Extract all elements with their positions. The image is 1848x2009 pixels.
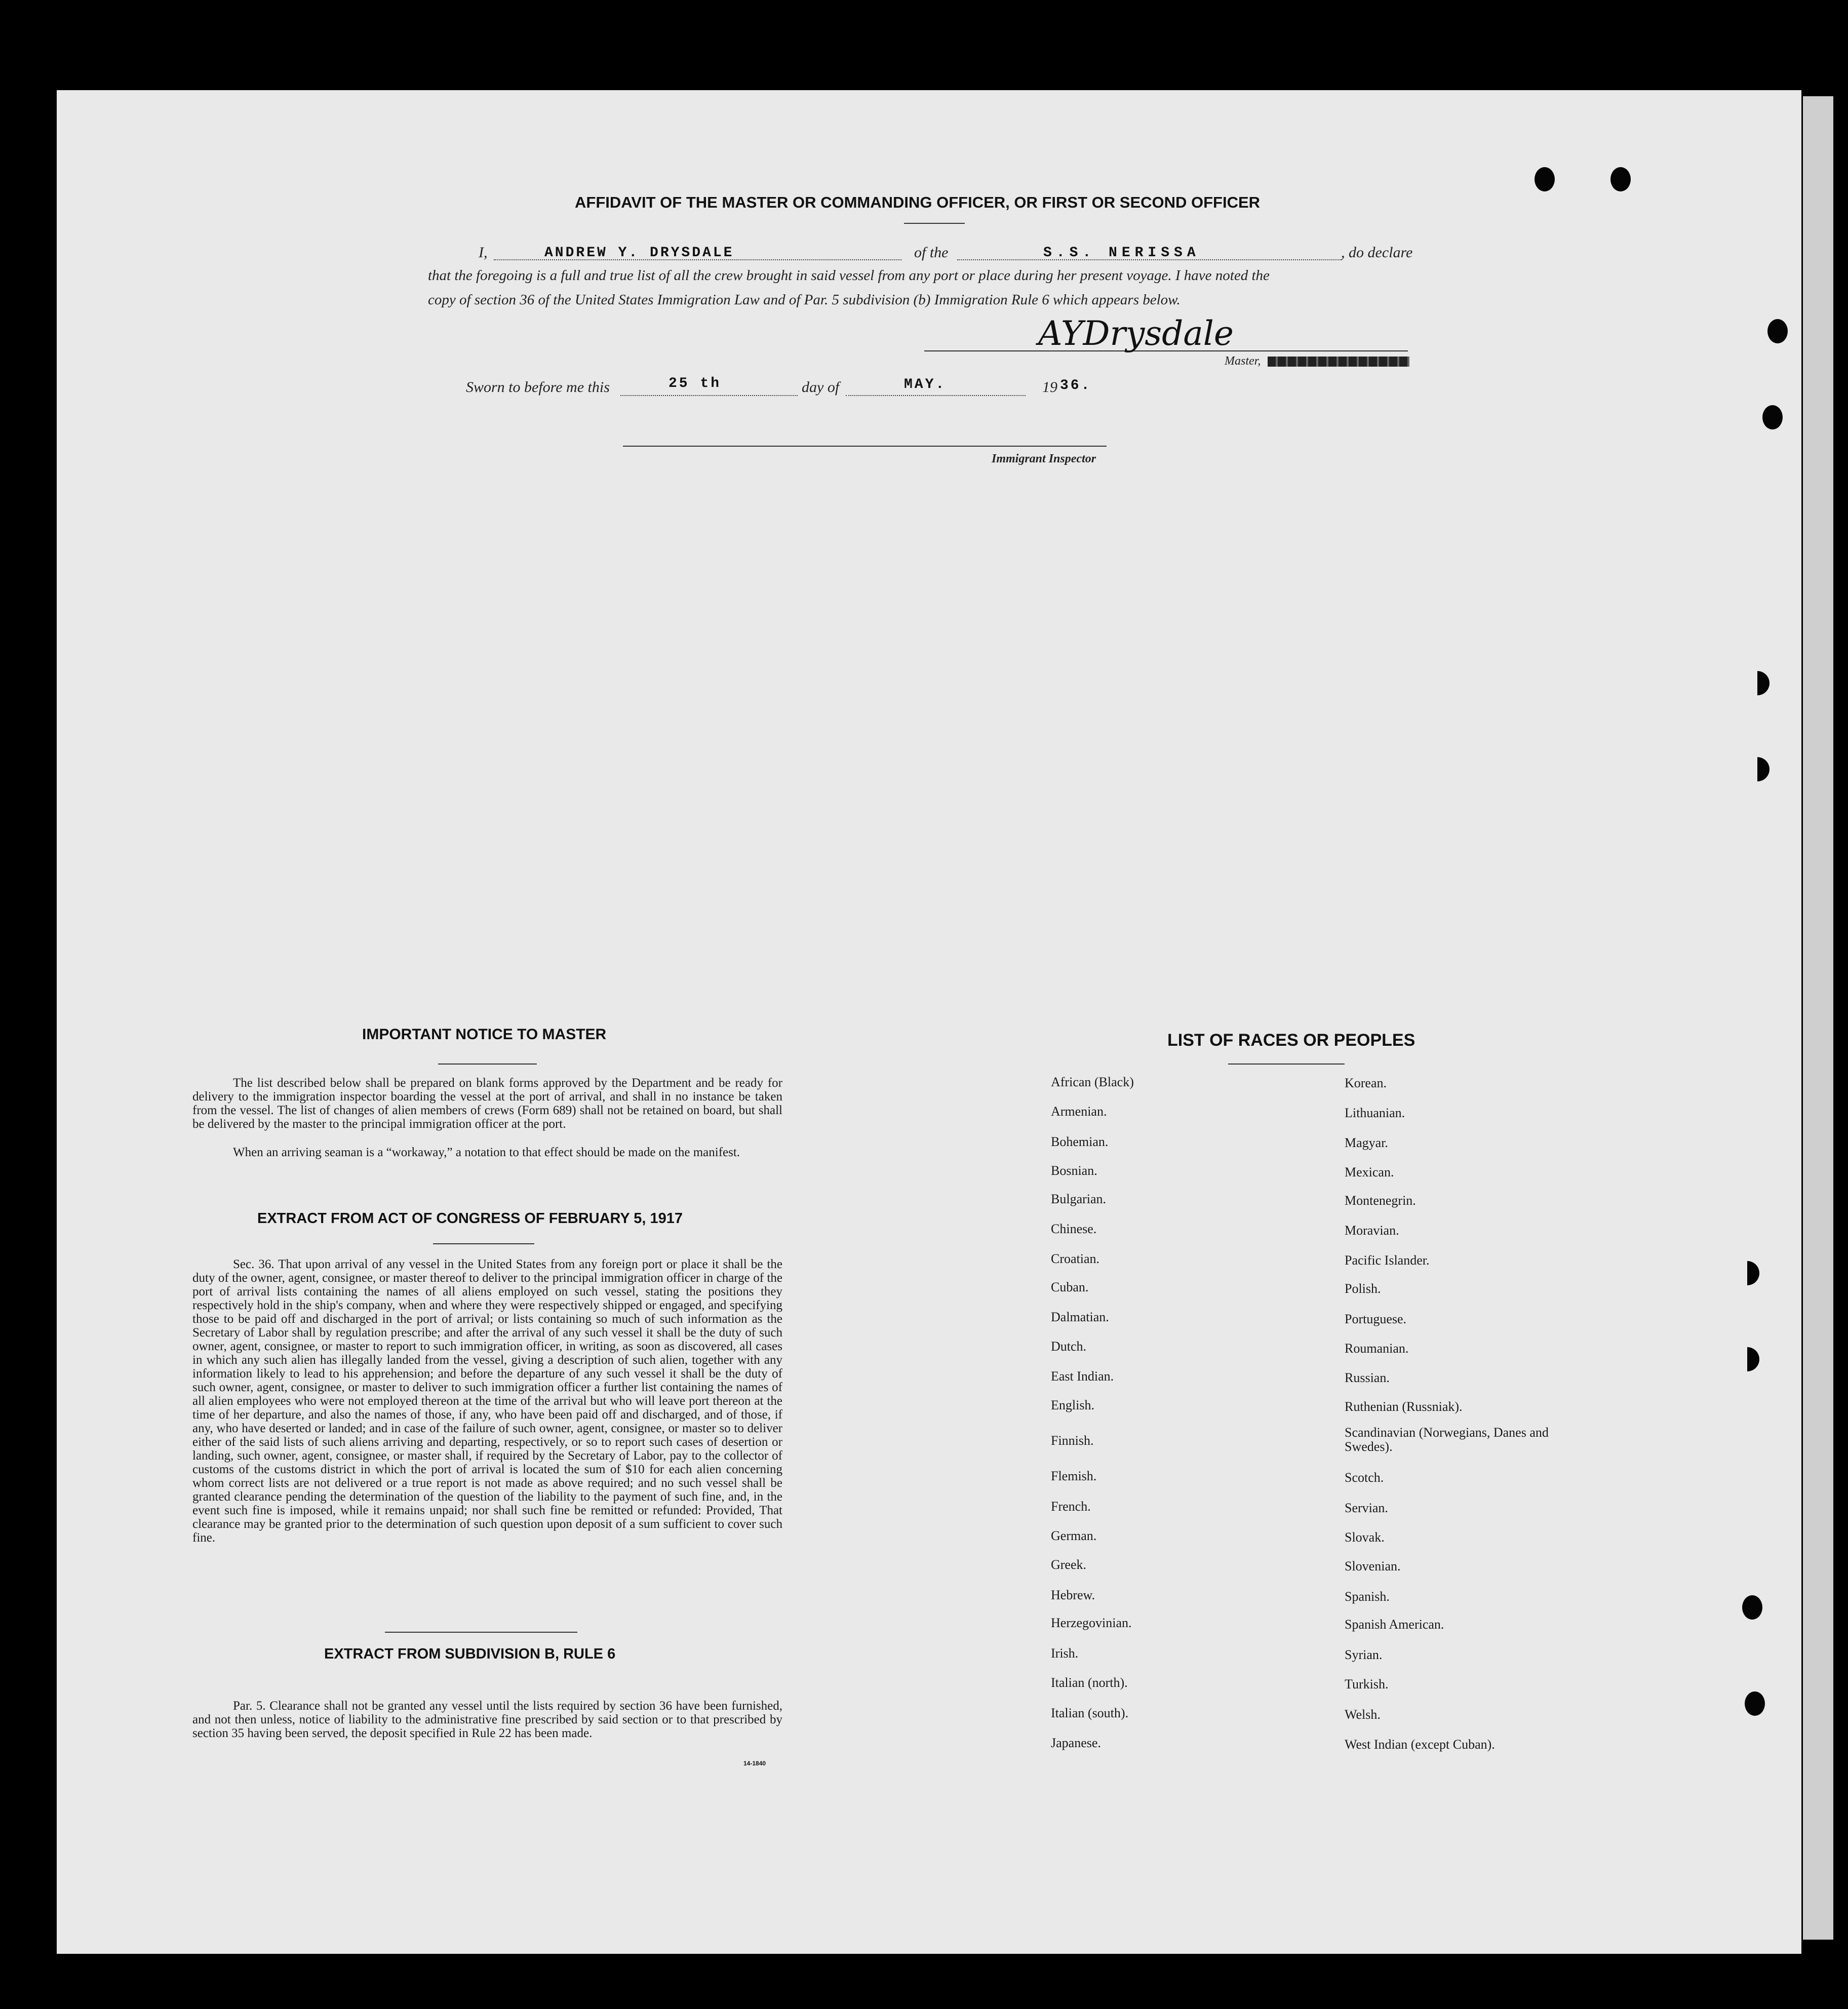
sworn-day: 25 th (669, 376, 722, 391)
race-item: Magyar. (1345, 1135, 1388, 1150)
sworn-month-line (846, 395, 1026, 396)
race-item: Roumanian. (1345, 1341, 1409, 1356)
race-item: Chinese. (1051, 1222, 1097, 1236)
race-item: Armenian. (1051, 1104, 1107, 1119)
race-item: Greek. (1051, 1557, 1087, 1572)
sworn-label: Sworn to before me this (466, 379, 610, 396)
divider (438, 1063, 537, 1065)
race-item: Syrian. (1345, 1647, 1383, 1662)
binder-hole (1767, 319, 1788, 343)
race-item: Montenegrin. (1345, 1193, 1416, 1208)
race-item: Italian (north). (1051, 1675, 1128, 1690)
race-item: Slovenian. (1345, 1559, 1401, 1573)
notice-title: IMPORTANT NOTICE TO MASTER (362, 1026, 607, 1043)
binder-hole (1535, 167, 1555, 191)
of-the-label: of the (914, 244, 949, 261)
binder-hole (1610, 167, 1631, 191)
race-item: Servian. (1345, 1501, 1388, 1515)
act-title: EXTRACT FROM ACT OF CONGRESS OF FEBRUARY 5, 1917 (257, 1210, 683, 1227)
race-item: Bohemian. (1051, 1134, 1109, 1149)
race-item: English. (1051, 1398, 1094, 1412)
race-item: Croatian. (1051, 1251, 1100, 1266)
affidavit-line-2: that the foregoing is a full and true list of all the crew brought in said vessel from any port or place during her present voyage. I have noted the (428, 267, 1270, 284)
sworn-day-line (620, 395, 798, 396)
day-of-label: day of (802, 379, 840, 396)
notice-para-1: The list described below shall be prepared on blank forms approved by the Department and be ready for delivery to the immigration inspector boarding the vessel at the port of arrival, and shall in no instance be taken from the vessel. The list of changes of alien members of crews (Form 689) shall not be retained on board, but shall be delivered by the master to the principal immigration officer at the port. (192, 1076, 782, 1131)
act-text: Sec. 36. That upon arrival of any vessel in the United States from any foreign port or place it shall be the duty of the owner, agent, consignee, or master thereof to deliver to the principal immigration officer in charge of the port of arrival lists containing the names of all aliens employed on such vessel, stating the positions they respectively hold in the ship's company, when and where they were respectively shipped or engaged, and specifying those to be paid off and discharged in the port of arrival; or lists containing so much of such information as the Secretary of Labor shall by regulation prescribe; and after the arrival of any such vessel it shall be the duty of such owner, agent, consignee, or master to report to such immigration officer, in writing, as soon as discovered, all cases in which any such alien has illegally landed from the vessel, giving a description of such alien, together with any information likely to lead to his apprehension; and before the departure of any such vessel it shall be the duty of such owner, agent, consignee, or master to deliver to such immigration officer a further list containing the names of all alien employees who were not employed thereon at the time of the arrival but who will leave port thereon at the time of her departure, and also the names of those, if any, who have been paid off and discharged, and of those, if any, who have deserted or landed; and in case of the failure of such owner, agent, consignee, or master so to deliver either of the said lists of such aliens arriving and departing, respectively, or so to report such cases of desertion or landing, such owner, agent, consignee, or master shall, if required by the Secretary of Labor, pay to the collector of customs of the customs district in which the port of arrival is located the sum of $10 for each alien concerning whom correct lists are not delivered or a true report is not made as above required; and no such vessel shall be granted clearance pending the determination of the question of the liability to the payment of such fine, and, in the event such fine is imposed, while it remains unpaid; nor shall such fine be remitted or refunded: Provided, That clearance may be granted prior to the determination of such question upon deposit of a sum sufficient to cover such fine. (192, 1257, 782, 1545)
race-item: Flemish. (1051, 1469, 1097, 1483)
manifest-page (57, 90, 1801, 1954)
race-item: Dalmatian. (1051, 1310, 1109, 1324)
race-item: Ruthenian (Russniak). (1345, 1399, 1463, 1414)
divider (385, 1632, 577, 1633)
race-item: Korean. (1345, 1076, 1387, 1090)
notice-para-2: When an arriving seaman is a “workaway,” a notation to that effect should be made on the manifest. (233, 1146, 740, 1159)
year-prefix: 19 (1042, 379, 1057, 396)
race-item: Spanish. (1345, 1589, 1390, 1604)
affidavit-line-3: copy of section 36 of the United States Immigration Law and of Par. 5 subdivision (b) Immigration Rule 6 which appears below. (428, 292, 1181, 308)
divider (904, 223, 965, 224)
master-signature: AYDrysdale (1038, 314, 1234, 353)
rule-text: Par. 5. Clearance shall not be granted any vessel until the lists required by section 36 have been furnished, and not then unless, notice of liability to the administrative fine prescribed by said section or to that prescribed by section 35 having been served, the deposit specified in Rule 22 has been made. (192, 1699, 782, 1740)
race-item: Finnish. (1051, 1433, 1094, 1448)
inspector-label: Immigrant Inspector (992, 452, 1096, 465)
race-item: Slovak. (1345, 1530, 1385, 1545)
underlying-page (1803, 96, 1833, 1940)
race-item: Pacific Islander. (1345, 1253, 1430, 1268)
race-item: West Indian (except Cuban). (1345, 1737, 1495, 1752)
race-item: German. (1051, 1528, 1097, 1543)
race-item: Hebrew. (1051, 1588, 1095, 1602)
race-item: Japanese. (1051, 1736, 1101, 1750)
master-name: ANDREW Y. DRYSDALE (544, 245, 734, 261)
race-item: Scandinavian (Norwegians, Danes and Swedes). (1345, 1425, 1549, 1454)
vessel-name: S.S. NERISSA (1043, 245, 1200, 261)
binder-hole (1745, 1691, 1765, 1716)
race-item: French. (1051, 1499, 1091, 1514)
struck-title (1268, 357, 1409, 367)
sworn-month: MAY. (904, 377, 947, 392)
race-item: Scotch. (1345, 1470, 1384, 1485)
race-item: Russian. (1345, 1370, 1390, 1385)
race-item: Portuguese. (1345, 1312, 1407, 1326)
race-item: Bulgarian. (1051, 1192, 1107, 1206)
affidavit-title: AFFIDAVIT OF THE MASTER OR COMMANDING OFFICER, OR FIRST OR SECOND OFFICER (575, 193, 1261, 211)
race-item: Lithuanian. (1345, 1106, 1405, 1120)
race-item: Bosnian. (1051, 1163, 1097, 1178)
binder-hole (1742, 1595, 1762, 1620)
race-item: Turkish. (1345, 1677, 1389, 1691)
race-item: East Indian. (1051, 1369, 1114, 1384)
race-item: Cuban. (1051, 1280, 1089, 1294)
master-label: Master, (1225, 354, 1261, 368)
rule-title: EXTRACT FROM SUBDIVISION B, RULE 6 (324, 1646, 616, 1662)
binder-hole (1762, 405, 1783, 429)
inspector-signature-line (623, 446, 1107, 447)
divider (1228, 1063, 1345, 1065)
races-title: LIST OF RACES OR PEOPLES (1167, 1031, 1416, 1050)
declare-label: , do declare (1341, 244, 1413, 261)
divider (433, 1243, 534, 1244)
i-label: I, (479, 244, 488, 261)
race-item: Spanish American. (1345, 1617, 1444, 1632)
race-item: Irish. (1051, 1646, 1079, 1661)
race-item: Mexican. (1345, 1165, 1394, 1179)
form-number: 14-1840 (743, 1760, 766, 1767)
year-suffix: 36. (1060, 378, 1092, 393)
race-item: Italian (south). (1051, 1706, 1129, 1720)
race-item: Dutch. (1051, 1339, 1087, 1354)
race-item: Moravian. (1345, 1223, 1399, 1238)
race-item: African (Black) (1051, 1075, 1134, 1089)
race-item: Welsh. (1345, 1707, 1381, 1722)
race-item: Herzegovinian. (1051, 1616, 1132, 1630)
race-item: Polish. (1345, 1281, 1381, 1296)
